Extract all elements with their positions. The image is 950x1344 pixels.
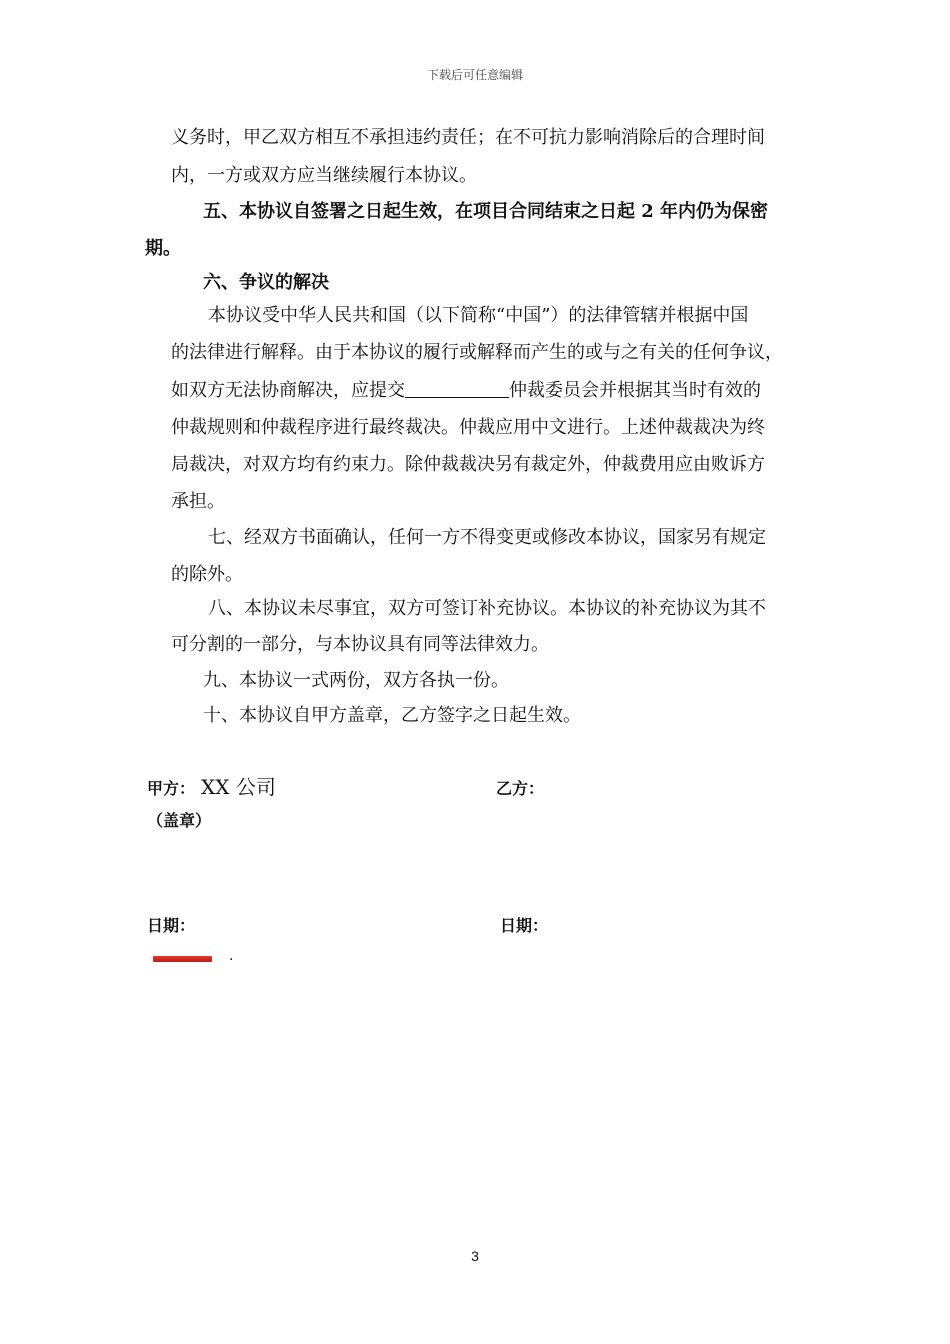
clause-text-line: 义务时，甲乙双方相互不承担违约责任；在不可抗力影响消除后的合理时间 [171, 127, 765, 148]
clause-7-line: 的除外。 [171, 564, 243, 585]
clause-6-text-line: 局裁决，对双方均有约束力。除仲裁裁决另有裁定外，仲裁费用应由败诉方 [171, 454, 765, 475]
clause-6-text-line: 承担。 [171, 491, 225, 512]
clause-6-text-part: 如双方无法协商解决，应提交 [171, 380, 405, 401]
party-b-date-label: 日期： [500, 916, 549, 935]
page-header: 下载后可任意编辑 [426, 68, 523, 82]
party-a-name: XX 公司 [201, 775, 276, 799]
clause-7-line: 七、经双方书面确认，任何一方不得变更或修改本协议，国家另有规定 [208, 527, 766, 548]
clause-6-text-line: 仲裁规则和仲裁程序进行最终裁决。仲裁应用中文进行。上述仲裁裁决为终 [171, 417, 765, 438]
clause-9-line: 九、本协议一式两份，双方各执一份。 [203, 670, 509, 691]
arbitration-commission-blank [405, 379, 509, 398]
clause-8-line: 可分割的一部分，与本协议具有同等法律效力。 [171, 634, 549, 655]
party-a-label: 甲方： [147, 779, 196, 798]
clause-8-line: 八、本协议未尽事宜，双方可签订补充协议。本协议的补充协议为其不 [208, 598, 766, 619]
page-number: 3 [471, 1248, 479, 1264]
seal-label: （盖章） [147, 811, 212, 830]
clause-10-line: 十、本协议自甲方盖章，乙方签字之日起生效。 [203, 705, 581, 726]
clause-6-text-line: 本协议受中华人民共和国（以下简称“中国”）的法律管辖并根据中国 [208, 305, 749, 326]
clause-5-line: 五、本协议自签署之日起生效，在项目合同结束之日起 2 年内仍为保密 [203, 201, 769, 222]
clause-6-text-part: 仲裁委员会并根据其当时有效的 [509, 380, 761, 401]
party-b-label: 乙方： [496, 779, 545, 798]
clause-5-line: 期。 [145, 238, 181, 259]
clause-text-line: 内，一方或双方应当继续履行本协议。 [171, 165, 477, 186]
red-seal-mark [153, 956, 212, 962]
clause-6-text-line: 的法律进行解释。由于本协议的履行或解释而产生的或与之有关的任何争议， [171, 342, 783, 363]
clause-6-heading: 六、争议的解决 [203, 272, 329, 293]
period-mark: . [229, 948, 234, 964]
clause-6-text-line [171, 379, 761, 403]
party-a-date-label: 日期： [147, 916, 196, 935]
party-a-signature [147, 771, 276, 800]
